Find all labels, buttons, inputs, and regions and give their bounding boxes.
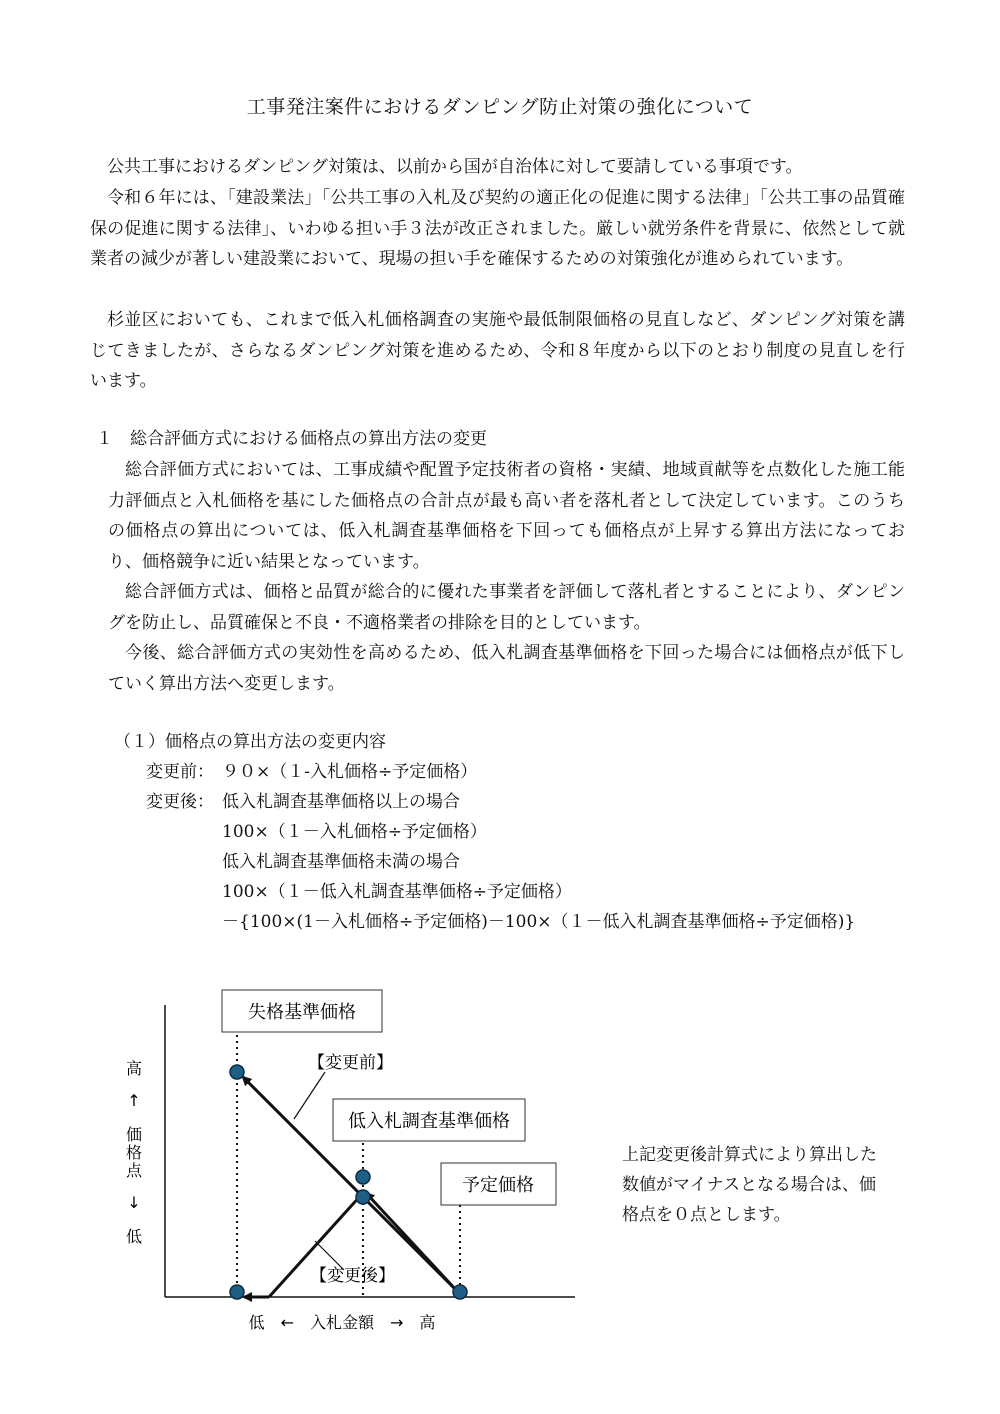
after-formula-2a: 100×（１－低入札調査基準価格÷予定価格）	[222, 882, 572, 902]
document-title: 工事発注案件におけるダンピング防止対策の強化について	[246, 96, 754, 118]
box-disqualify-label: 失格基準価格	[248, 1002, 356, 1023]
y-label-char-1: 価	[125, 1125, 143, 1144]
point-disqualify-low	[230, 1285, 244, 1299]
point-low-bid-before	[356, 1170, 370, 1184]
y-label-low: 低	[125, 1227, 143, 1246]
pointer-before	[294, 1072, 325, 1119]
after-case-2: 低入札調査基準価格未満の場合	[222, 852, 460, 872]
label-after: 【変更後】	[310, 1266, 395, 1286]
x-axis-label: 低 ← 入札金額 → 高	[248, 1313, 436, 1332]
before-label: 変更前：	[146, 762, 214, 782]
section-1-heading	[96, 424, 487, 449]
section-1-title: 総合評価方式における価格点の算出方法の変更	[130, 429, 487, 449]
box-planned-label: 予定価格	[462, 1175, 534, 1196]
intro-paragraph-3: 杉並区においても、これまで低入札価格調査の実施や最低制限価格の見直しなど、ダンピング対策を講じてきましたが、さらなるダンピング対策を進めるため、令和８年度から以下のとおり制度の見直しを行います。	[90, 310, 905, 391]
point-disqualify-high	[230, 1065, 244, 1079]
figure-note: 上記変更後計算式により算出した数値がマイナスとなる場合は、価格点を０点とします。	[622, 1145, 877, 1225]
intro-paragraph-1: 公共工事におけるダンピング対策は、以前から国が自治体に対して要請している事項です。	[107, 157, 803, 177]
section-1-paragraph-2: 総合評価方式は、価格と品質が総合的に優れた事業者を評価して落札者とすることにより、ダンピングを防止し、品質確保と不良・不適格業者の排除を目的としています。	[108, 582, 905, 633]
y-label-high: 高	[125, 1059, 143, 1078]
before-formula: ９０×（１-入札価格÷予定価格）	[222, 762, 478, 782]
y-label-down-arrow: ↓	[127, 1193, 141, 1212]
section-1-number: １	[96, 429, 113, 449]
after-label: 変更後：	[146, 792, 214, 812]
label-before: 【変更前】	[308, 1053, 393, 1073]
intro-paragraph-2: 令和６年には、「建設業法」「公共工事の入札及び契約の適正化の促進に関する法律」「公共工事の品質確保の促進に関する法律」、いわゆる担い手３法が改正されました。厳しい就労条件を背景に、依然として就業者の減少が著しい建設業において、現場の担い手を確保するための対策強化が進められています。	[90, 188, 905, 269]
point-low-bid-after	[356, 1190, 370, 1204]
after-formula-2b: －{100×(1－入札価格÷予定価格)－100×（１－低入札調査基準価格÷予定価格)}	[222, 912, 856, 932]
y-label-char-3: 点	[125, 1161, 143, 1180]
after-formula-1: 100×（１－入札価格÷予定価格）	[222, 822, 487, 842]
box-low-bid-label: 低入札調査基準価格	[348, 1111, 510, 1132]
section-1-paragraph-1: 総合評価方式においては、工事成績や配置予定技術者の資格・実績、地域貢献等を点数化した施工能力評価点と入札価格を基にした価格点の合計点が最も高い者を落札者として決定しています。このうちの価格点の算出については、低入札調査基準価格を下回っても価格点が上昇する算出方法になっており、価格競争に近い結果となっています。	[108, 460, 905, 572]
y-label-up-arrow: ↑	[127, 1091, 141, 1110]
section-1-paragraph-3: 今後、総合評価方式の実効性を高めるため、低入札調査基準価格を下回った場合には価格点が低下していく算出方法へ変更します。	[108, 643, 905, 694]
point-planned	[453, 1285, 467, 1299]
subsection-heading: （１）価格点の算出方法の変更内容	[114, 732, 386, 752]
y-label-char-2: 格	[125, 1143, 143, 1162]
after-case-1: 低入札調査基準価格以上の場合	[222, 792, 460, 812]
